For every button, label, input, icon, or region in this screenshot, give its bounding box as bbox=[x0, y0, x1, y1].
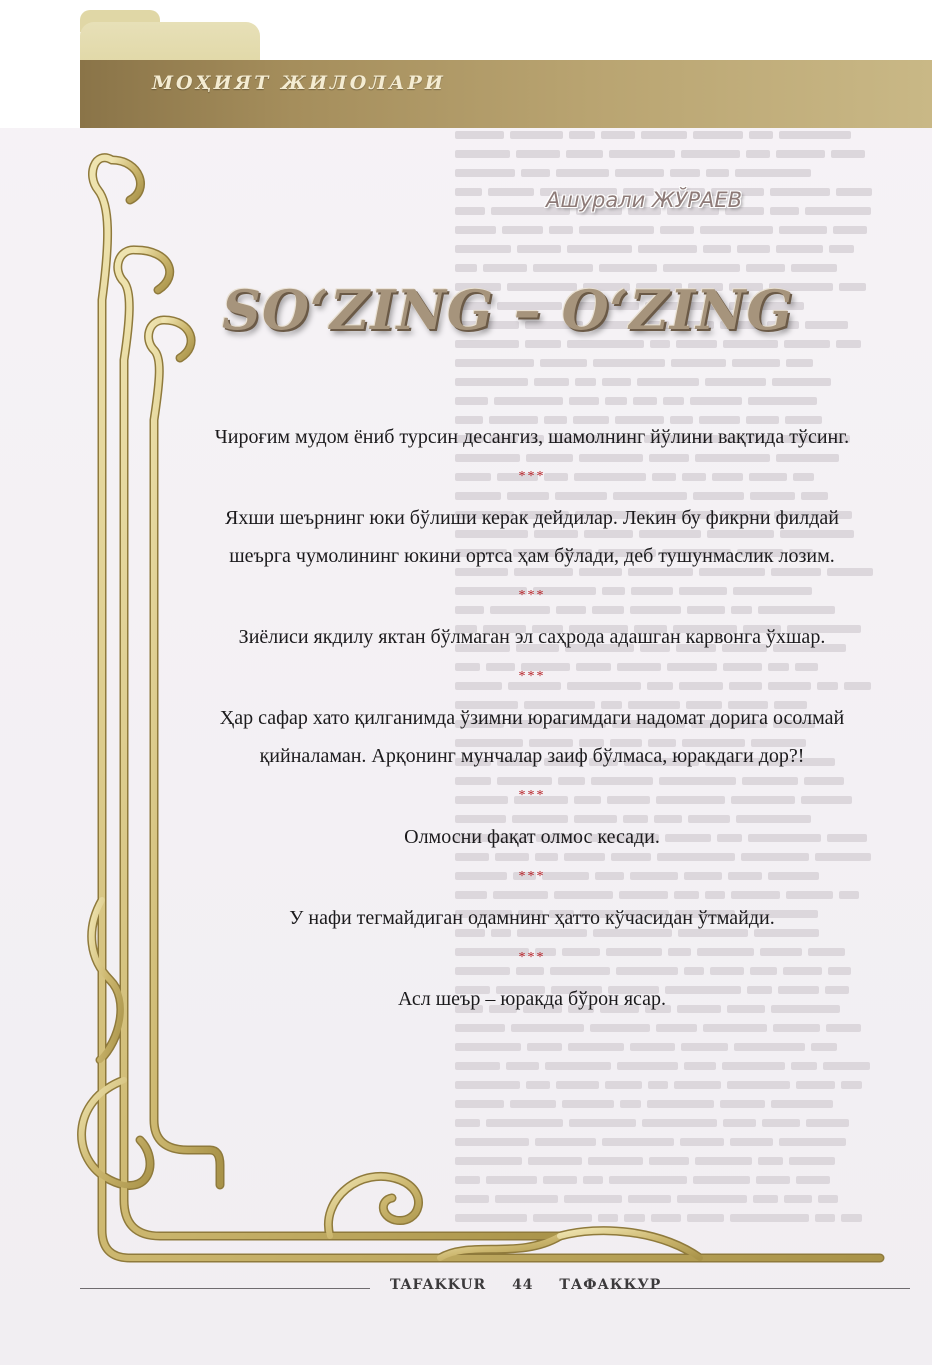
aphorism-paragraph: Асл шеър – юракда бўрон ясар. bbox=[397, 988, 667, 1010]
aphorism-paragraph: Ҳар сафар хато қилганимда ўзимни юрагимдаги надомат дорига осолмай қийналаман. Арқонинг мунчалар заиф бўлмаса, юракдаги дор?! bbox=[219, 707, 845, 767]
aphorism-paragraph: Олмосни фақат олмос кесади. bbox=[404, 826, 660, 848]
separator-stars: *** bbox=[518, 869, 546, 884]
section-title: МОҲИЯТ ЖИЛОЛАРИ bbox=[152, 72, 446, 94]
article-title: SO‘ZING – O‘ZING bbox=[222, 278, 794, 342]
footer-magazine-latin: TAFAKKUR bbox=[390, 1277, 487, 1293]
page-number: 44 bbox=[512, 1277, 534, 1293]
aphorism-paragraph: Чироғим мудом ёниб турсин десангиз, шамолнинг йўлини вақтида тўсинг. bbox=[214, 426, 850, 448]
author-name: Ашурали ЖЎРАЕВ bbox=[546, 188, 743, 212]
separator-stars: *** bbox=[518, 669, 546, 684]
footer-rule-left bbox=[80, 1288, 370, 1289]
aphorism-paragraph: У нафи тегмайдиган одамнинг ҳатто кўчасидан ўтмайди. bbox=[289, 907, 775, 929]
aphorism-paragraph: Яхши шеърнинг юки бўлиши керак дейдилар. Лекин бу фикрни филдай шеърга чумолининг юкини ортса ҳам бўлади, деб тушунмаслик лозим. bbox=[225, 507, 839, 567]
aphorism-paragraph: Зиёлиси якдилу яктан бўлмаган эл саҳрода адашган карвонга ўхшар. bbox=[238, 626, 826, 648]
running-footer bbox=[380, 1277, 671, 1293]
separator-stars: *** bbox=[518, 588, 546, 603]
footer-magazine-cyrillic: ТАФАККУР bbox=[559, 1277, 662, 1293]
separator-stars: *** bbox=[518, 950, 546, 965]
separator-stars: *** bbox=[518, 469, 546, 484]
separator-stars: *** bbox=[518, 788, 546, 803]
article-body bbox=[212, 418, 852, 1018]
